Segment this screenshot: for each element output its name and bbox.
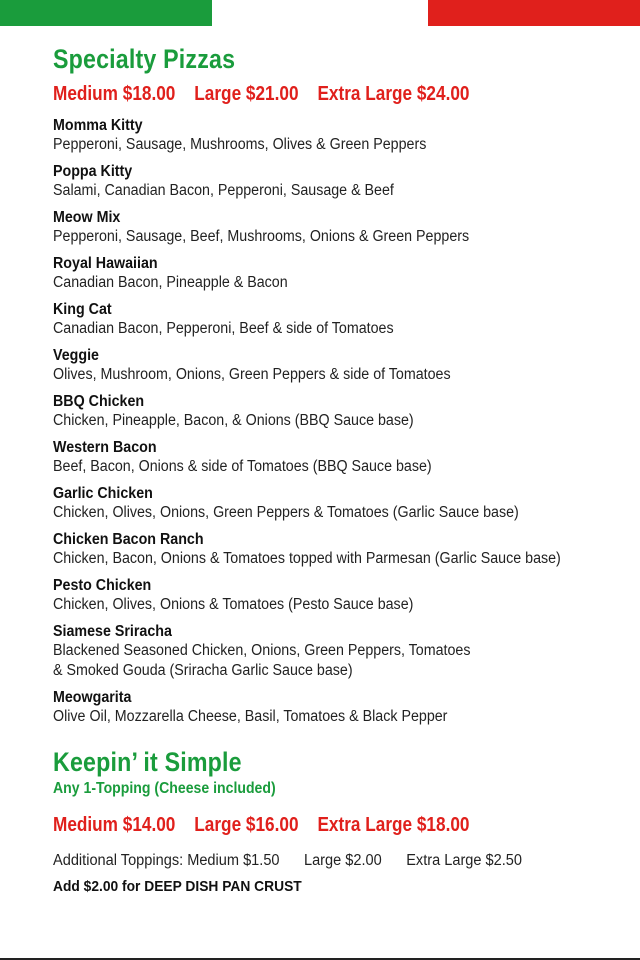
price-extra-large: Extra Large $18.00 <box>317 814 470 836</box>
pizza-description-line: Olive Oil, Mozzarella Cheese, Basil, Tomatoes & Black Pepper <box>53 708 448 725</box>
pizza-description-line: Canadian Bacon, Pepperoni, Beef & side of Tomatoes <box>53 320 394 337</box>
keepin-it-simple-section <box>53 747 613 897</box>
pizza-name: Veggie <box>53 347 99 364</box>
pizza-item <box>53 346 613 385</box>
pizza-description <box>53 641 568 681</box>
pizza-description <box>53 503 568 523</box>
pizza-item <box>53 162 613 201</box>
pizza-description-line: Beef, Bacon, Onions & side of Tomatoes (BBQ Sauce base) <box>53 458 432 475</box>
pizza-item <box>53 254 613 293</box>
pizza-name: BBQ Chicken <box>53 393 145 410</box>
topping-price-large: Large $2.00 <box>303 852 382 869</box>
pizza-description-line: Pepperoni, Sausage, Beef, Mushrooms, Onions & Green Peppers <box>53 228 470 245</box>
pizza-description <box>53 411 568 431</box>
pizza-description-line: Salami, Canadian Bacon, Pepperoni, Sausage & Beef <box>53 182 394 199</box>
pizza-item <box>53 300 613 339</box>
pizza-name: Garlic Chicken <box>53 485 153 502</box>
pizza-item <box>53 484 613 523</box>
pizza-description-line: Blackened Seasoned Chicken, Onions, Green Peppers, Tomatoes <box>53 642 471 659</box>
pizza-description <box>53 181 568 201</box>
pizza-description <box>53 549 568 569</box>
price-extra-large: Extra Large $24.00 <box>317 83 470 105</box>
keepin-it-simple-title: Keepin’ it Simple <box>53 747 242 777</box>
pizza-list <box>53 116 613 727</box>
pizza-description-line: Chicken, Olives, Onions & Tomatoes (Pesto Sauce base) <box>53 596 414 613</box>
price-medium: Medium $18.00 <box>53 83 176 105</box>
price-large: Large $21.00 <box>194 83 299 105</box>
price-medium: Medium $14.00 <box>53 814 176 836</box>
deep-dish-note: Add $2.00 for DEEP DISH PAN CRUST <box>53 878 302 895</box>
pizza-description-line: Chicken, Olives, Onions, Green Peppers & Tomatoes (Garlic Sauce base) <box>53 504 519 521</box>
pizza-description <box>53 365 568 385</box>
pizza-item <box>53 392 613 431</box>
pizza-name: Chicken Bacon Ranch <box>53 531 204 548</box>
pizza-name: Poppa Kitty <box>53 163 133 180</box>
pizza-item <box>53 576 613 615</box>
pizza-description <box>53 227 568 247</box>
pizza-description-line: & Smoked Gouda (Sriracha Garlic Sauce base) <box>53 662 353 679</box>
one-topping-subtitle: Any 1-Topping (Cheese included) <box>53 780 276 797</box>
pizza-description-line: Olives, Mushroom, Onions, Green Peppers & side of Tomatoes <box>53 366 451 383</box>
specialty-pizzas-title: Specialty Pizzas <box>53 44 236 74</box>
topping-price-extra-large: Extra Large $2.50 <box>406 852 523 869</box>
pizza-name: Momma Kitty <box>53 117 143 134</box>
pizza-name: Western Bacon <box>53 439 157 456</box>
pizza-description <box>53 457 568 477</box>
pizza-name: Pesto Chicken <box>53 577 152 594</box>
pizza-description <box>53 707 568 727</box>
pizza-item <box>53 208 613 247</box>
pizza-name: Siamese Sriracha <box>53 623 172 640</box>
pizza-description <box>53 273 568 293</box>
pizza-name: King Cat <box>53 301 112 318</box>
simple-prices <box>53 813 535 837</box>
pizza-description <box>53 319 568 339</box>
pizza-name: Meowgarita <box>53 689 132 706</box>
pizza-description-line: Pepperoni, Sausage, Mushrooms, Olives & Green Peppers <box>53 136 427 153</box>
additional-toppings <box>53 851 579 871</box>
specialty-prices <box>53 82 535 106</box>
pizza-item <box>53 688 613 727</box>
pizza-description-line: Canadian Bacon, Pineapple & Bacon <box>53 274 288 291</box>
pizza-description <box>53 595 568 615</box>
topping-price-medium: Additional Toppings: Medium $1.50 <box>53 852 280 869</box>
pizza-name: Royal Hawaiian <box>53 255 158 272</box>
pizza-item <box>53 438 613 477</box>
price-large: Large $16.00 <box>194 814 299 836</box>
pizza-description-line: Chicken, Bacon, Onions & Tomatoes topped with Parmesan (Garlic Sauce base) <box>53 550 561 567</box>
pizza-item <box>53 530 613 569</box>
pizza-name: Meow Mix <box>53 209 121 226</box>
pizza-item <box>53 622 613 681</box>
pizza-item <box>53 116 613 155</box>
pizza-description <box>53 135 568 155</box>
flag-stripe-red <box>428 0 640 26</box>
pizza-description-line: Chicken, Pineapple, Bacon, & Onions (BBQ Sauce base) <box>53 412 414 429</box>
menu-page <box>53 44 613 897</box>
flag-stripe-green <box>0 0 212 26</box>
